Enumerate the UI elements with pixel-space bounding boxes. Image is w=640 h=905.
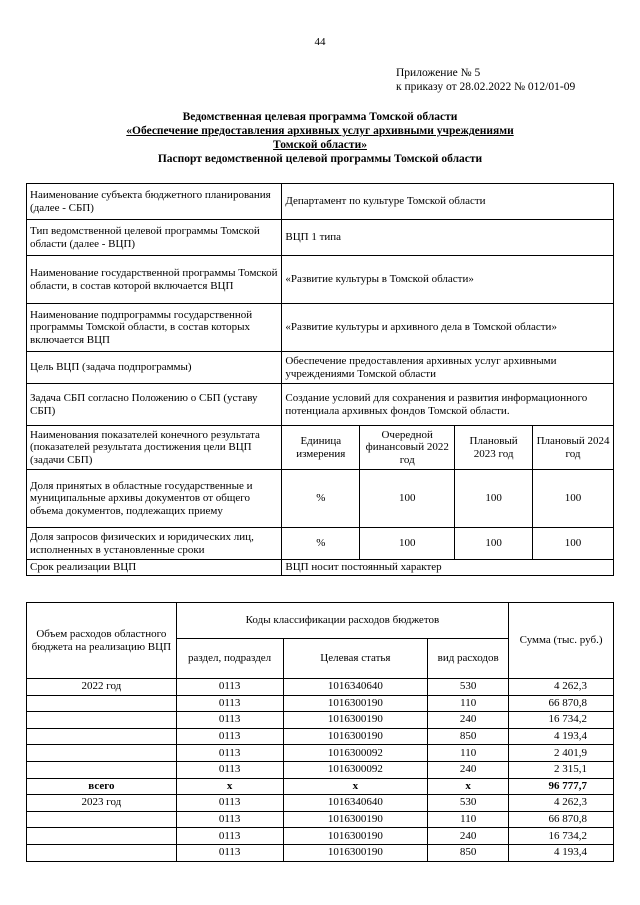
expenses-header-sum: Сумма (тыс. руб.): [509, 603, 614, 679]
expenses-header-section: раздел, подраздел: [176, 639, 283, 679]
expense-section: 0113: [176, 828, 283, 845]
expense-year: [27, 728, 177, 745]
indicator-value-2024: 100: [533, 528, 614, 560]
expense-sum: 4 262,3: [509, 679, 614, 696]
passport-value: «Развитие культуры в Томской области»: [282, 256, 614, 304]
expenses-table: [26, 602, 614, 862]
expense-sum: 66 870,8: [509, 695, 614, 712]
expense-row: [27, 795, 614, 812]
document-title: [60, 110, 580, 166]
expense-row: [27, 695, 614, 712]
expense-kind: 110: [428, 745, 509, 762]
expense-year: [27, 844, 177, 861]
expense-row: [27, 728, 614, 745]
term-row: [27, 560, 614, 576]
page-number: 44: [314, 36, 326, 48]
passport-value: ВЦП 1 типа: [282, 220, 614, 256]
indicator-unit: %: [282, 528, 360, 560]
expense-section: 0113: [176, 679, 283, 696]
expense-kind: 240: [428, 712, 509, 729]
indicators-header-label: Наименования показателей конечного результата (показателей результата достижения цели ВЦП (задачи СБП): [27, 426, 282, 470]
expense-row: [27, 828, 614, 845]
expenses-header-target: Целевая статья: [283, 639, 428, 679]
expense-kind: 110: [428, 695, 509, 712]
expense-sum: 4 262,3: [509, 795, 614, 812]
expense-section: 0113: [176, 695, 283, 712]
expense-kind: 850: [428, 844, 509, 861]
term-value: ВЦП носит постоянный характер: [282, 560, 614, 576]
expenses-header-kind: вид расходов: [428, 639, 509, 679]
expense-target: 1016340640: [283, 795, 428, 812]
passport-label: Цель ВЦП (задача подпрограммы): [27, 352, 282, 384]
expense-kind: 240: [428, 828, 509, 845]
indicator-value-2022: 100: [360, 470, 455, 528]
passport-label: Наименование субъекта бюджетного планирования (далее - СБП): [27, 184, 282, 220]
passport-row: [27, 304, 614, 352]
appendix-line-1: Приложение № 5: [396, 67, 481, 79]
expense-row: [27, 811, 614, 828]
expense-sum: 4 193,4: [509, 844, 614, 861]
expense-year: [27, 712, 177, 729]
expense-section: x: [176, 778, 283, 795]
expense-target: 1016300190: [283, 844, 428, 861]
expense-year: [27, 761, 177, 778]
expense-section: 0113: [176, 712, 283, 729]
indicator-label: Доля запросов физических и юридических лиц, исполненных в установленные сроки: [27, 528, 282, 560]
passport-label: Задача СБП согласно Положению о СБП (уставу СБП): [27, 384, 282, 426]
indicators-header-year-2022: Очередной финансовый 2022 год: [360, 426, 455, 470]
passport-label: Наименование подпрограммы государственной программы Томской области, в состав которых включается ВЦП: [27, 304, 282, 352]
expense-sum: 2 401,9: [509, 745, 614, 762]
term-label: Срок реализации ВЦП: [27, 560, 282, 576]
indicator-value-2023: 100: [455, 528, 533, 560]
expense-kind: 850: [428, 728, 509, 745]
expense-section: 0113: [176, 761, 283, 778]
expense-section: 0113: [176, 844, 283, 861]
indicator-unit: %: [282, 470, 360, 528]
expense-year: [27, 828, 177, 845]
passport-label: Наименование государственной программы Томской области, в состав которой включается ВЦП: [27, 256, 282, 304]
expense-target: 1016300190: [283, 728, 428, 745]
passport-row: [27, 184, 614, 220]
indicator-value-2023: 100: [455, 470, 533, 528]
expense-section: 0113: [176, 745, 283, 762]
expense-kind: 530: [428, 679, 509, 696]
title-line-3: Томской области»: [273, 139, 367, 151]
indicator-value-2022: 100: [360, 528, 455, 560]
expense-row: [27, 745, 614, 762]
title-line-1: Ведомственная целевая программа Томской области: [182, 111, 458, 123]
indicator-row: [27, 528, 614, 560]
expense-row: [27, 712, 614, 729]
expense-target: 1016300190: [283, 811, 428, 828]
expenses-header-codes: Коды классификации расходов бюджетов: [176, 603, 508, 639]
indicator-value-2024: 100: [533, 470, 614, 528]
expense-row: [27, 761, 614, 778]
expense-year: всего: [27, 778, 177, 795]
passport-row: [27, 352, 614, 384]
expense-kind: x: [428, 778, 509, 795]
indicator-row: [27, 470, 614, 528]
passport-value: Создание условий для сохранения и развития информационного потенциала архивных фондов Томской области.: [282, 384, 614, 426]
expense-year: 2023 год: [27, 795, 177, 812]
title-line-4: Паспорт ведомственной целевой программы Томской области: [157, 153, 483, 165]
expense-target: 1016300092: [283, 761, 428, 778]
expense-section: 0113: [176, 795, 283, 812]
title-line-2: «Обеспечение предоставления архивных услуг архивными учреждениями: [126, 125, 514, 137]
expense-row: [27, 844, 614, 861]
appendix-line-2: к приказу от 28.02.2022 № 012/01-09: [396, 81, 576, 93]
indicators-header-row: [27, 426, 614, 470]
passport-value: Обеспечение предоставления архивных услуг архивными учреждениями Томской области: [282, 352, 614, 384]
expense-kind: 110: [428, 811, 509, 828]
passport-row: [27, 256, 614, 304]
expense-target: 1016340640: [283, 679, 428, 696]
expense-year: [27, 811, 177, 828]
passport-label: Тип ведомственной целевой программы Томской области (далее - ВЦП): [27, 220, 282, 256]
expense-row: [27, 679, 614, 696]
expense-sum: 16 734,2: [509, 712, 614, 729]
passport-table: [26, 183, 614, 576]
expense-section: 0113: [176, 811, 283, 828]
appendix-note: [396, 66, 575, 94]
expense-kind: 240: [428, 761, 509, 778]
passport-value: «Развитие культуры и архивного дела в Томской области»: [282, 304, 614, 352]
expense-year: [27, 745, 177, 762]
passport-value: Департамент по культуре Томской области: [282, 184, 614, 220]
passport-row: [27, 384, 614, 426]
expense-kind: 530: [428, 795, 509, 812]
indicators-header-unit: Единица измерения: [282, 426, 360, 470]
expense-year: 2022 год: [27, 679, 177, 696]
expense-target: 1016300092: [283, 745, 428, 762]
expense-sum: 16 734,2: [509, 828, 614, 845]
expense-sum: 2 315,1: [509, 761, 614, 778]
expense-sum: 4 193,4: [509, 728, 614, 745]
expense-section: 0113: [176, 728, 283, 745]
indicators-header-year-2023: Плановый 2023 год: [455, 426, 533, 470]
expense-target: 1016300190: [283, 695, 428, 712]
expense-target: 1016300190: [283, 712, 428, 729]
expenses-header-volume: Объем расходов областного бюджета на реализацию ВЦП: [27, 603, 177, 679]
expense-target: x: [283, 778, 428, 795]
passport-row: [27, 220, 614, 256]
indicators-header-year-2024: Плановый 2024 год: [533, 426, 614, 470]
expense-total-row: [27, 778, 614, 795]
expense-sum: 66 870,8: [509, 811, 614, 828]
expense-sum: 96 777,7: [509, 778, 614, 795]
expense-target: 1016300190: [283, 828, 428, 845]
expense-year: [27, 695, 177, 712]
indicator-label: Доля принятых в областные государственные и муниципальные архивы документов от общего объема документов, подлежащих приему: [27, 470, 282, 528]
